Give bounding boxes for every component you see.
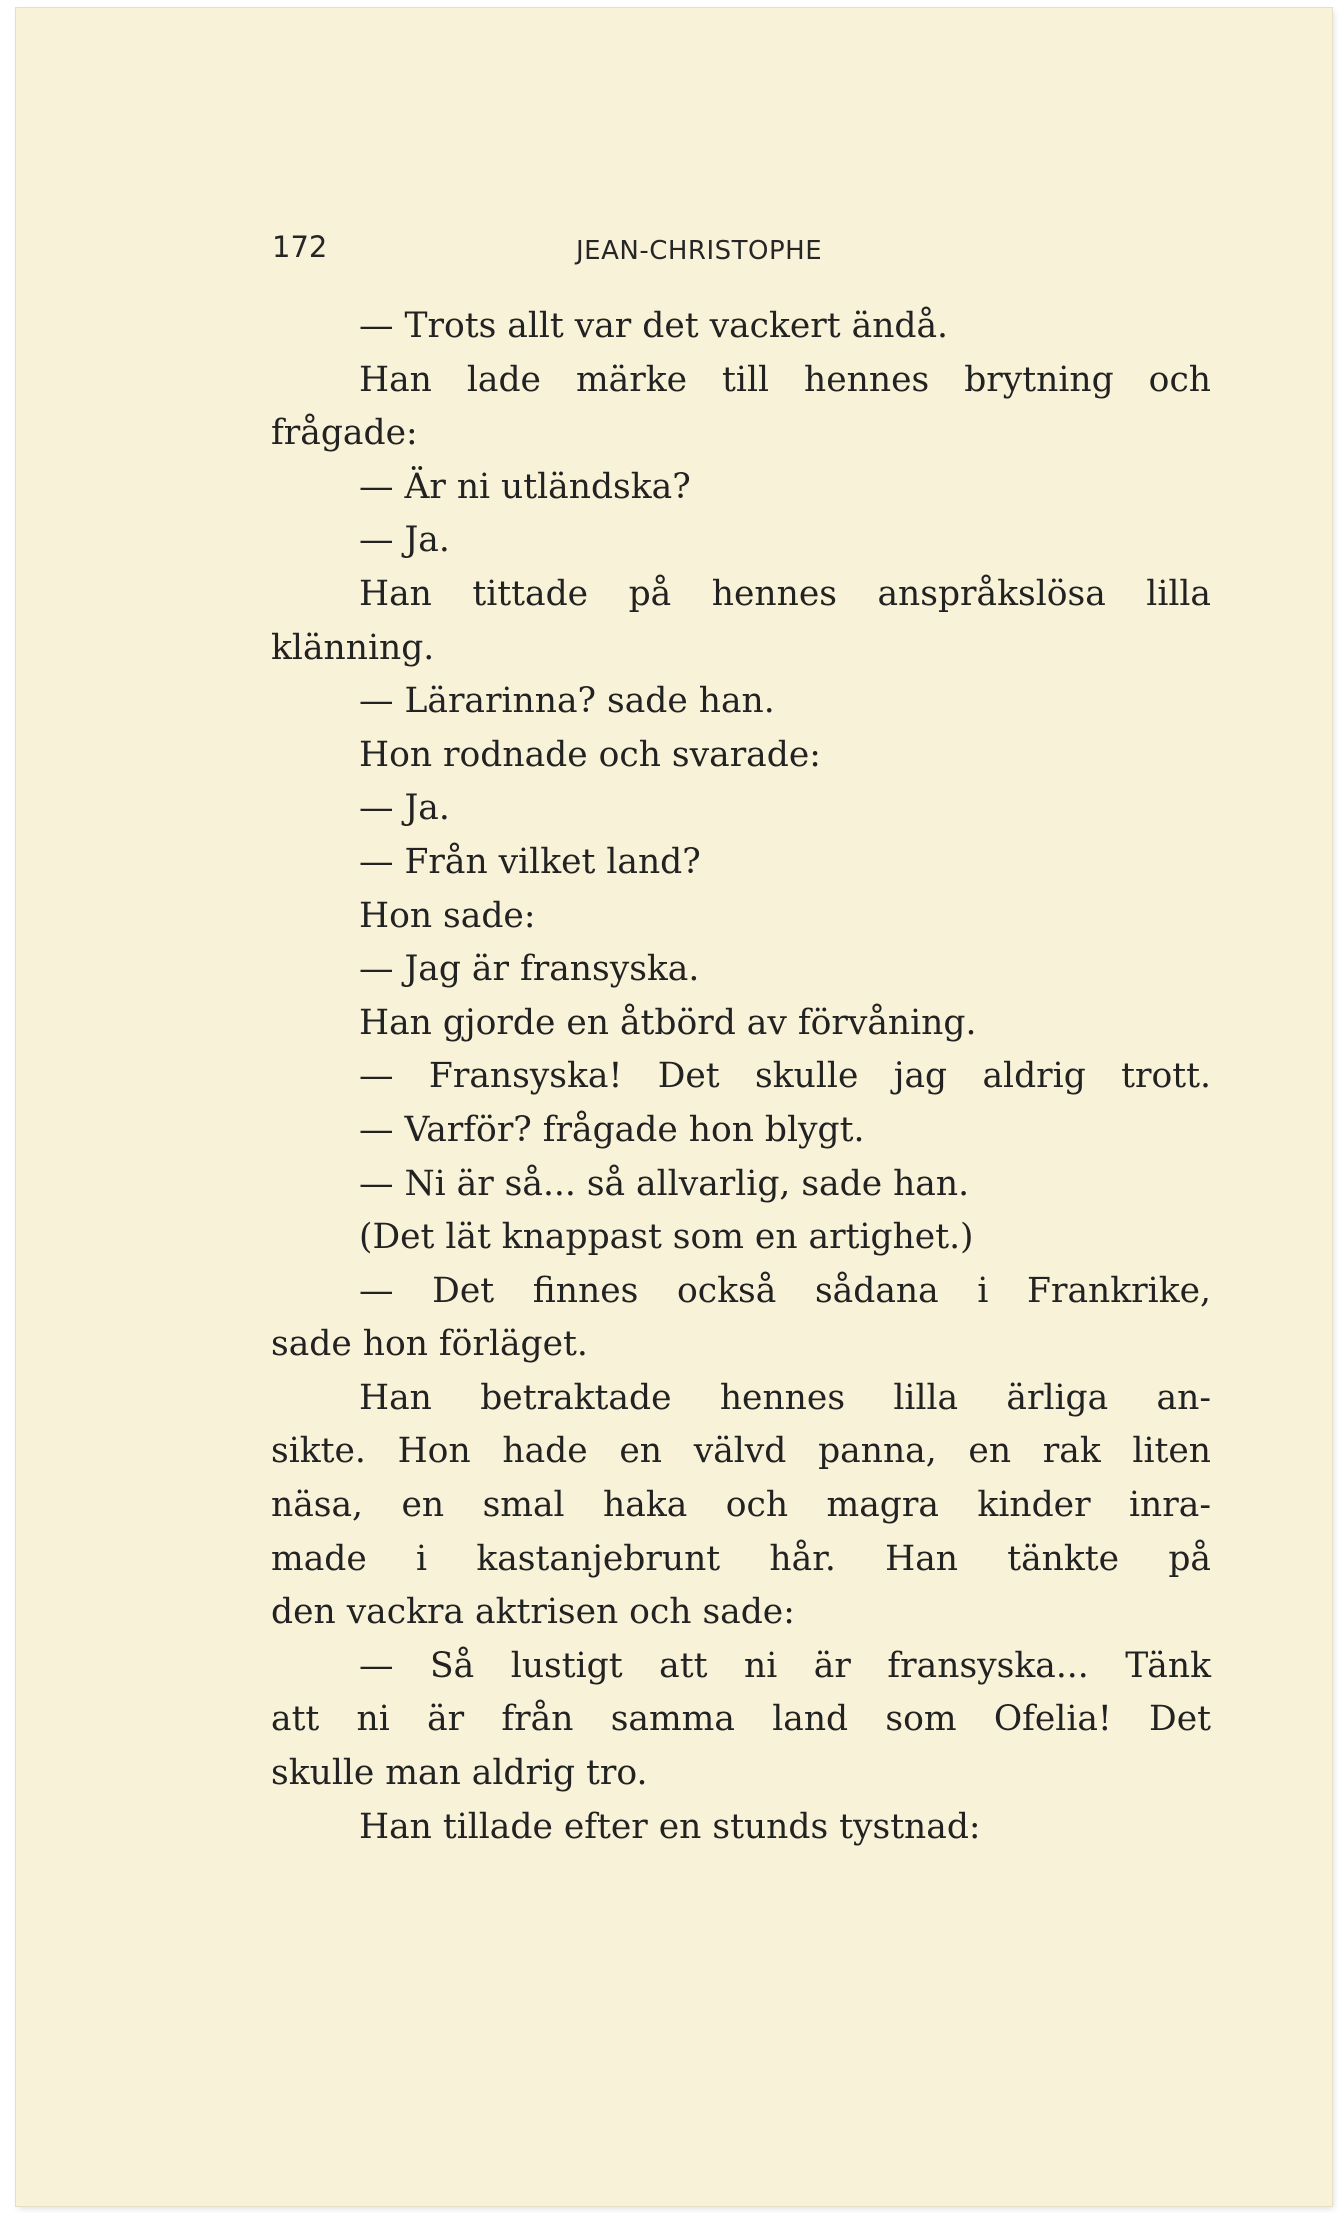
text-line: Han tillade efter en stunds tystnad: [359, 1806, 981, 1847]
text-line: Hon rodnade och svarade: [359, 734, 821, 775]
body-text [271, 300, 1211, 1854]
text-line: made i kastanjebrunt hår. Han tänkte på [271, 1538, 1211, 1579]
text-line: Han lade märke till hennes brytning och [359, 359, 1211, 400]
text-line: — Trots allt var det vackert ändå. [359, 306, 949, 346]
text-line: — Varför? frågade hon blygt. [359, 1109, 865, 1150]
text-line: — Så lustigt att ni är fransyska... Tänk [359, 1645, 1211, 1686]
text-line: den vackra aktrisen och sade: [271, 1592, 795, 1633]
page-number: 172 [272, 230, 328, 264]
text-line: — Ni är så... så allvarlig, sade han. [359, 1163, 970, 1204]
text-line: att ni är från samma land som Ofelia! Det [271, 1699, 1211, 1740]
text-line: — Ja. [359, 520, 450, 561]
text-line: Han tittade på hennes anspråkslösa lilla [359, 573, 1211, 614]
running-title: JEAN-CHRISTOPHE [576, 236, 823, 266]
text-line: (Det lät knappast som en artighet.) [359, 1217, 974, 1258]
text-line: — Ja. [359, 788, 450, 829]
text-line: Han gjorde en åtbörd av förvåning. [359, 1002, 977, 1043]
text-line: Hon sade: [359, 895, 536, 936]
text-line: — Lärarinna? sade han. [359, 681, 775, 722]
text-line: — Är ni utländska? [359, 466, 691, 507]
text-line: — Från vilket land? [359, 841, 701, 882]
text-line: skulle man aldrig tro. [271, 1753, 648, 1794]
text-line: — Jag är fransyska. [359, 949, 700, 990]
text-line: klänning. [271, 627, 435, 668]
page-header [16, 230, 1332, 270]
text-line: sade hon förläget. [271, 1324, 588, 1365]
text-line: näsa, en smal haka och magra kinder inra- [271, 1485, 1211, 1526]
text-line: frågade: [271, 413, 418, 454]
text-line: Han betraktade hennes lilla ärliga an- [359, 1377, 1211, 1418]
book-page [16, 8, 1332, 2206]
text-line: sikte. Hon hade en välvd panna, en rak liten [271, 1431, 1211, 1472]
text-line: — Det finnes också sådana i Frankrike, [359, 1270, 1211, 1311]
text-line: — Fransyska! Det skulle jag aldrig trott. [359, 1056, 1211, 1097]
